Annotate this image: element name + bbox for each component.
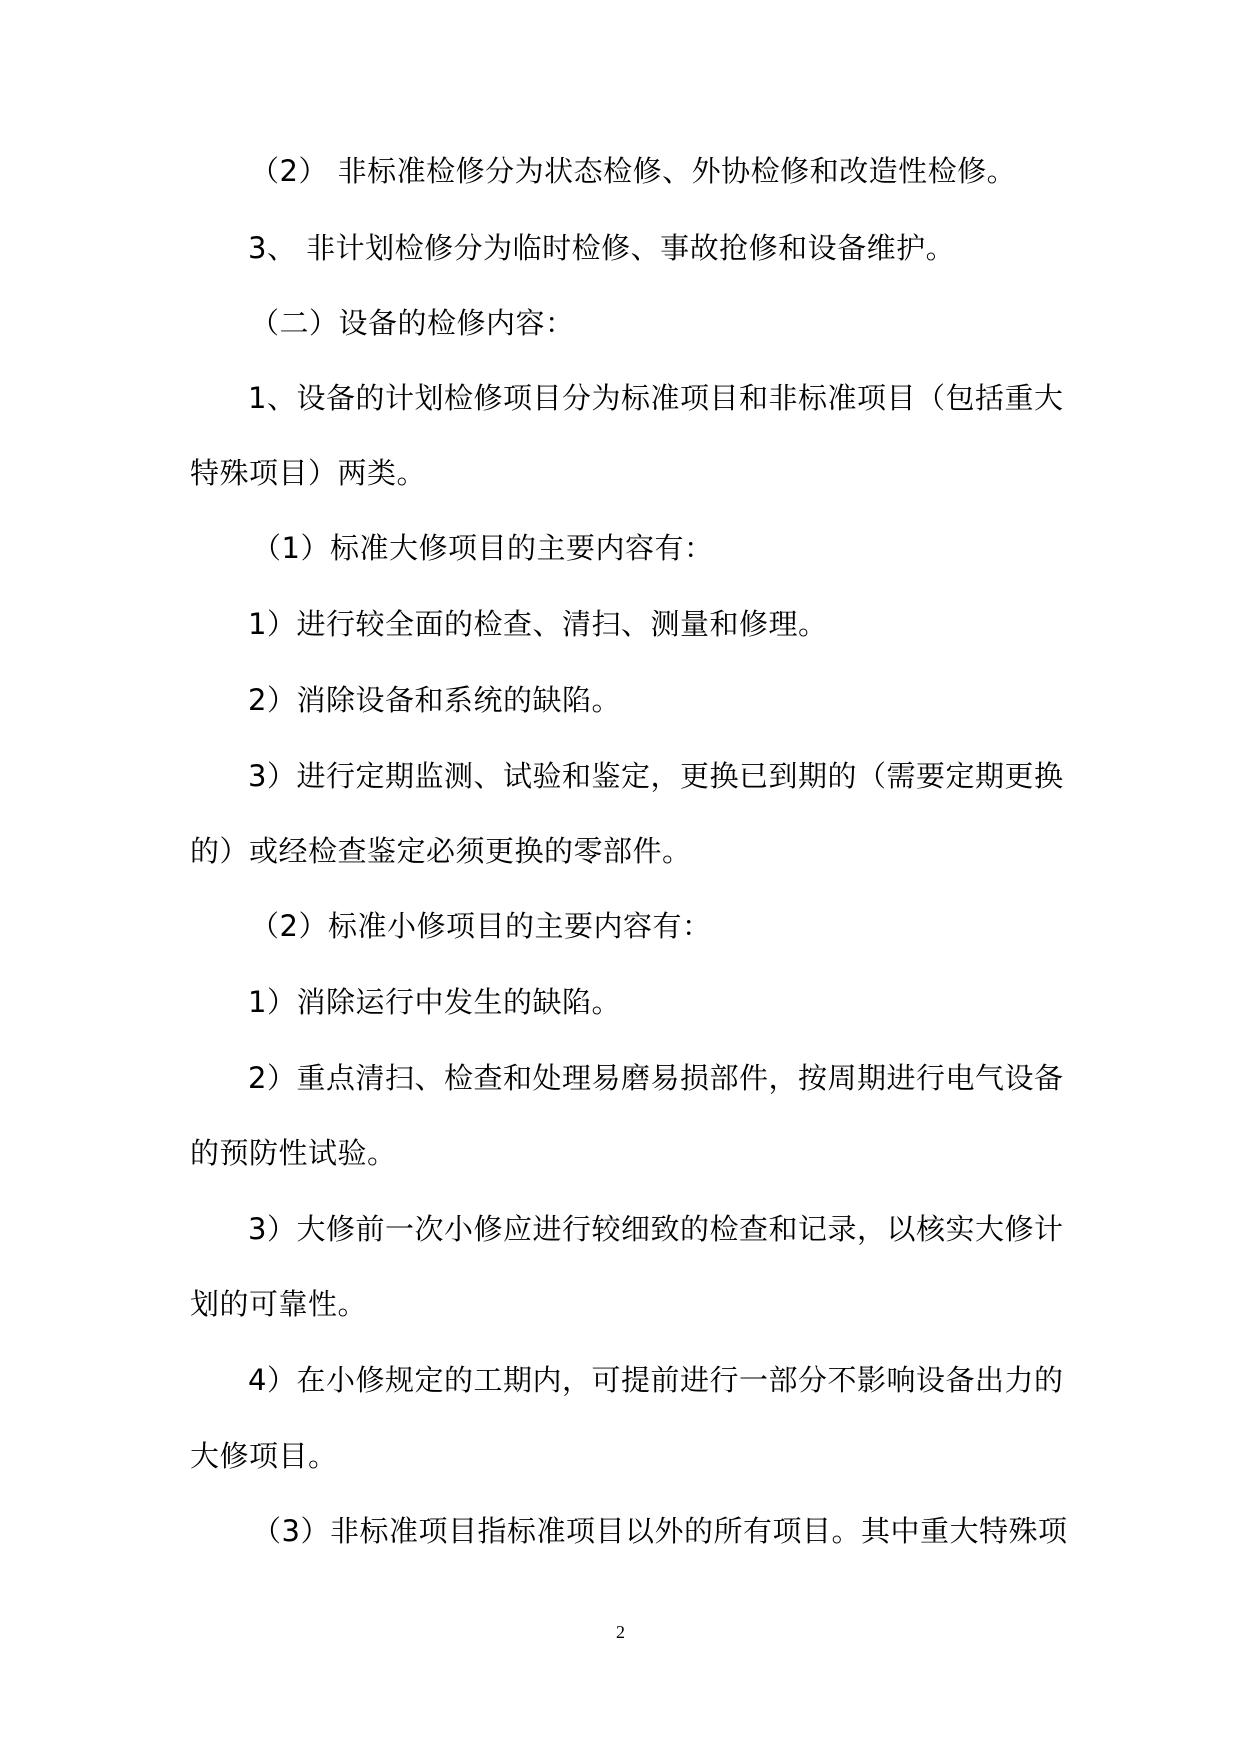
text-line: 2）重点清扫、检查和处理易磨易损部件，按周期进行电气设备 — [248, 1061, 1064, 1095]
text-line: （3）非标准项目指标准项目以外的所有项目。其中重大特殊项 — [252, 1514, 1068, 1548]
text-line: （1）标准大修项目的主要内容有： — [252, 531, 714, 565]
text-line: 1、设备的计划检修项目分为标准项目和非标准项目（包括重大 — [248, 381, 1064, 415]
text-line: （二）设备的检修内容： — [250, 306, 575, 340]
text-line: 3、 非计划检修分为临时检修、事故抢修和设备维护。 — [248, 231, 956, 265]
page-number: 2 — [616, 1622, 625, 1642]
text-line: 3）进行定期监测、试验和鉴定，更换已到期的（需要定期更换 — [248, 759, 1064, 793]
text-line: 大修项目。 — [190, 1439, 338, 1473]
text-line: 划的可靠性。 — [190, 1287, 368, 1321]
text-line: （2） 非标准检修分为状态检修、外协检修和改造性检修。 — [250, 154, 1017, 188]
text-line: （2）标准小修项目的主要内容有： — [250, 909, 712, 943]
text-line: 1）消除运行中发生的缺陷。 — [248, 985, 621, 1019]
text-line: 4）在小修规定的工期内，可提前进行一部分不影响设备出力的 — [248, 1363, 1064, 1397]
text-line: 的预防性试验。 — [190, 1136, 397, 1170]
text-line: 1）进行较全面的检查、清扫、测量和修理。 — [248, 607, 828, 641]
text-line: 3）大修前一次小修应进行较细致的检查和记录，以核实大修计 — [248, 1212, 1064, 1246]
text-line: 2）消除设备和系统的缺陷。 — [248, 683, 621, 717]
text-line: 特殊项目）两类。 — [190, 456, 427, 490]
text-line: 的）或经检查鉴定必须更换的零部件。 — [190, 834, 692, 868]
